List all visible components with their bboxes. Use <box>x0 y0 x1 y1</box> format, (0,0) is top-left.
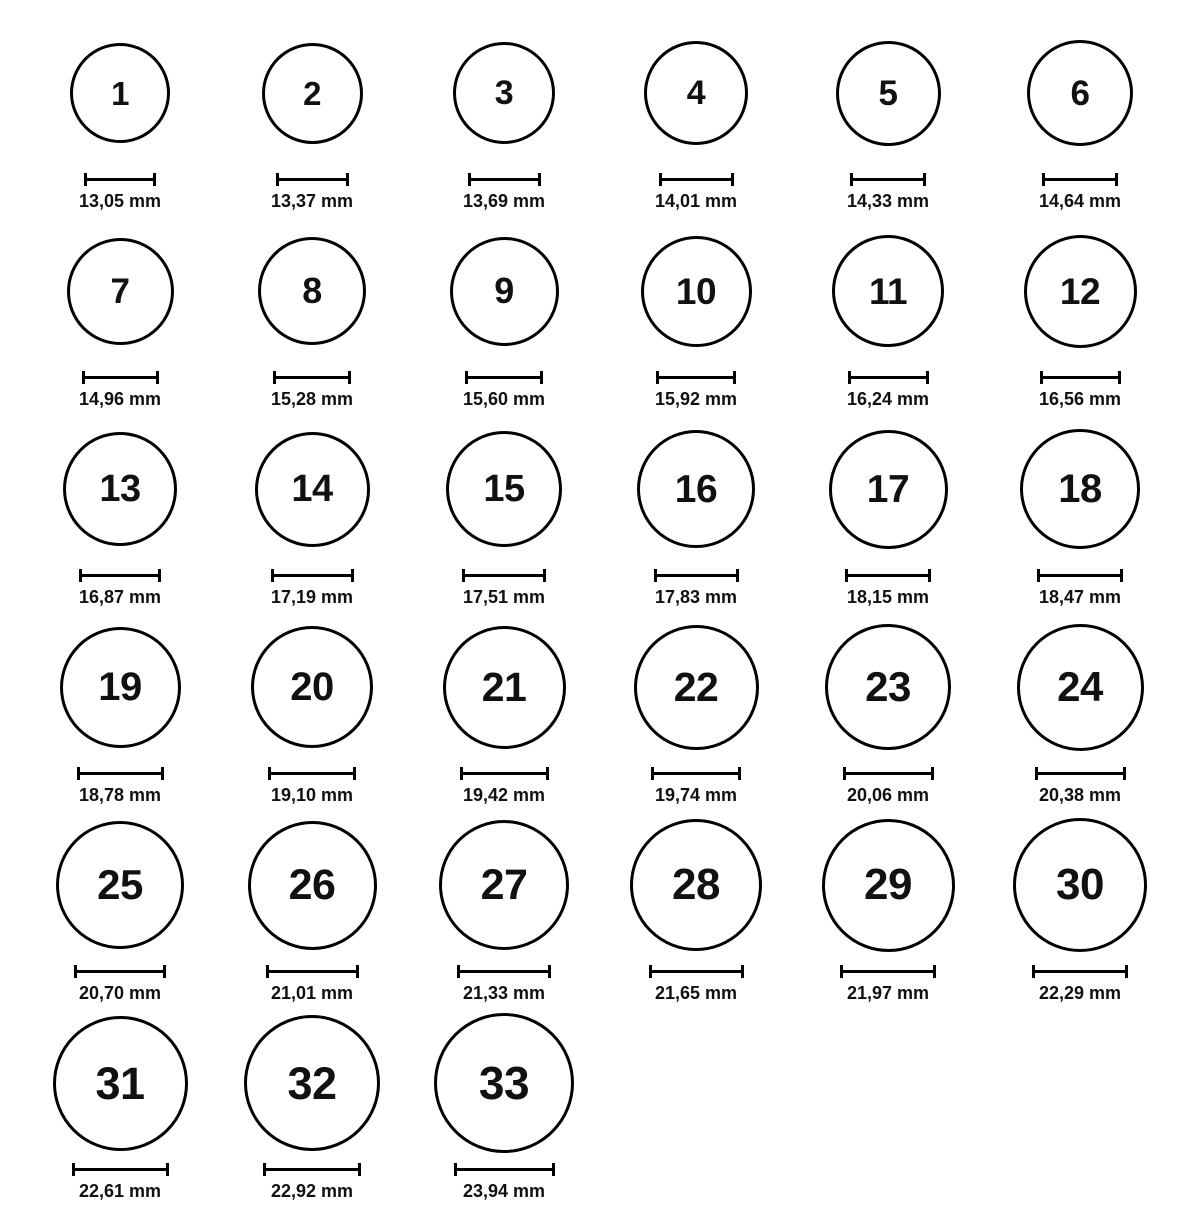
diameter-caliper-icon <box>72 1162 169 1176</box>
ring-size-cell <box>600 18 792 216</box>
diameter-label: 19,10 mm <box>270 785 354 805</box>
diameter-label: 22,29 mm <box>1038 983 1122 1003</box>
ring-circle-wrapper <box>630 810 762 960</box>
ring-circle <box>1027 40 1133 146</box>
diameter-label: 13,69 mm <box>462 191 546 211</box>
caliper-bar <box>460 772 549 775</box>
caliper-bar <box>848 376 929 379</box>
diameter-label: 19,74 mm <box>654 785 738 805</box>
ring-size-cell <box>216 612 408 810</box>
ring-size-cell <box>216 18 408 216</box>
ring-size-number: 25 <box>97 861 143 908</box>
diameter-label: 14,01 mm <box>654 191 738 211</box>
ring-circle-wrapper <box>244 1008 380 1158</box>
ring-circle-wrapper <box>1013 810 1147 960</box>
diameter-caliper-icon <box>263 1162 361 1176</box>
ring-size-cell <box>408 1008 600 1206</box>
diameter-caliper-icon <box>848 370 929 384</box>
ring-size-number: 2 <box>303 74 321 112</box>
ring-size-number: 6 <box>1070 73 1090 113</box>
ring-circle-wrapper <box>822 810 955 960</box>
ring-size-number: 3 <box>494 74 514 112</box>
ring-size-cell <box>600 216 792 414</box>
ring-size-cell <box>600 810 792 1008</box>
caliper-bar <box>651 772 741 775</box>
ring-size-grid <box>24 18 1176 1206</box>
diameter-caliper-icon <box>266 964 359 978</box>
caliper-bar <box>457 970 551 973</box>
ring-circle <box>248 821 377 950</box>
diameter-caliper-icon <box>460 766 549 780</box>
ring-size-number: 12 <box>1059 270 1101 312</box>
diameter-caliper-icon <box>1032 964 1128 978</box>
caliper-bar <box>843 772 934 775</box>
ring-size-cell <box>408 18 600 216</box>
caliper-bar <box>1035 772 1126 775</box>
diameter-caliper-icon <box>843 766 934 780</box>
ring-size-number: 31 <box>95 1057 145 1109</box>
ring-circle <box>1013 818 1147 952</box>
caliper-bar <box>465 376 543 379</box>
ring-size-number: 28 <box>672 860 720 909</box>
caliper-bar <box>273 376 351 379</box>
ring-size-cell <box>24 810 216 1008</box>
ring-circle <box>1020 429 1140 549</box>
ring-circle-wrapper <box>832 216 944 366</box>
ring-circle <box>450 237 559 346</box>
ring-size-number: 23 <box>865 663 911 710</box>
ring-size-cell <box>984 414 1176 612</box>
diameter-caliper-icon <box>462 568 546 582</box>
caliper-bar <box>1032 970 1128 973</box>
ring-size-number: 9 <box>494 270 514 311</box>
ring-size-number: 19 <box>98 665 142 709</box>
ring-circle-wrapper <box>450 216 559 366</box>
diameter-label: 16,24 mm <box>846 389 930 409</box>
ring-circle <box>832 235 944 347</box>
ring-size-cell <box>600 612 792 810</box>
ring-size-number: 17 <box>866 467 910 511</box>
diameter-caliper-icon <box>1037 568 1123 582</box>
ring-size-number: 4 <box>686 74 706 112</box>
ring-circle <box>1024 235 1137 348</box>
diameter-label: 21,01 mm <box>270 983 354 1003</box>
ring-size-cell <box>408 216 600 414</box>
ring-size-cell <box>792 414 984 612</box>
ring-size-cell <box>216 414 408 612</box>
ring-circle <box>244 1015 380 1151</box>
caliper-bar <box>659 178 734 181</box>
caliper-bar <box>266 970 359 973</box>
diameter-label: 13,37 mm <box>270 191 354 211</box>
diameter-caliper-icon <box>84 172 156 186</box>
ring-circle-wrapper <box>453 18 555 168</box>
caliper-bar <box>1042 178 1118 181</box>
diameter-label: 14,33 mm <box>846 191 930 211</box>
caliper-bar <box>82 376 159 379</box>
diameter-label: 13,05 mm <box>78 191 162 211</box>
diameter-caliper-icon <box>79 568 161 582</box>
diameter-caliper-icon <box>465 370 543 384</box>
ring-size-cell <box>408 810 600 1008</box>
diameter-label: 17,51 mm <box>462 587 546 607</box>
ring-circle-wrapper <box>56 810 184 960</box>
ring-size-number: 10 <box>675 270 717 312</box>
diameter-label: 21,97 mm <box>846 983 930 1003</box>
diameter-caliper-icon <box>454 1162 555 1176</box>
ring-size-number: 24 <box>1057 663 1103 710</box>
ring-size-number: 26 <box>288 860 336 909</box>
diameter-label: 14,96 mm <box>78 389 162 409</box>
ring-size-cell <box>984 18 1176 216</box>
diameter-label: 22,61 mm <box>78 1181 162 1201</box>
diameter-caliper-icon <box>649 964 744 978</box>
diameter-caliper-icon <box>840 964 936 978</box>
ring-circle-wrapper <box>251 612 373 762</box>
ring-size-number: 1 <box>111 74 129 112</box>
diameter-label: 21,33 mm <box>462 983 546 1003</box>
ring-size-cell <box>24 612 216 810</box>
caliper-bar <box>468 178 541 181</box>
diameter-caliper-icon <box>656 370 736 384</box>
diameter-caliper-icon <box>1042 172 1118 186</box>
diameter-caliper-icon <box>468 172 541 186</box>
ring-size-number: 16 <box>674 467 718 511</box>
diameter-caliper-icon <box>74 964 166 978</box>
ring-circle <box>644 41 748 145</box>
ring-size-cell <box>792 810 984 1008</box>
ring-circle-wrapper <box>1020 414 1140 564</box>
ring-circle-wrapper <box>1024 216 1137 366</box>
ring-circle <box>829 430 948 549</box>
ring-size-cell <box>24 216 216 414</box>
ring-circle-wrapper <box>641 216 752 366</box>
ring-size-number: 32 <box>287 1057 337 1109</box>
diameter-caliper-icon <box>845 568 931 582</box>
diameter-caliper-icon <box>77 766 164 780</box>
ring-circle-wrapper <box>836 18 941 168</box>
ring-circle-wrapper <box>443 612 566 762</box>
ring-circle <box>825 624 951 750</box>
ring-circle-wrapper <box>1017 612 1144 762</box>
ring-circle-wrapper <box>262 18 363 168</box>
ring-circle-wrapper <box>60 612 181 762</box>
diameter-caliper-icon <box>659 172 734 186</box>
ring-circle <box>630 819 762 951</box>
diameter-label: 16,56 mm <box>1038 389 1122 409</box>
ring-size-number: 21 <box>481 663 527 710</box>
ring-size-number: 8 <box>302 270 322 311</box>
diameter-label: 20,38 mm <box>1038 785 1122 805</box>
caliper-bar <box>74 970 166 973</box>
ring-size-number: 18 <box>1058 467 1102 511</box>
diameter-label: 18,15 mm <box>846 587 930 607</box>
diameter-caliper-icon <box>268 766 356 780</box>
diameter-label: 17,19 mm <box>270 587 354 607</box>
diameter-label: 18,47 mm <box>1038 587 1122 607</box>
ring-circle-wrapper <box>67 216 174 366</box>
diameter-caliper-icon <box>457 964 551 978</box>
ring-size-cell <box>408 414 600 612</box>
ring-circle <box>60 627 181 748</box>
ring-circle <box>70 43 170 143</box>
ring-size-number: 7 <box>110 271 130 311</box>
ring-circle <box>434 1013 574 1153</box>
caliper-bar <box>462 574 546 577</box>
ring-size-number: 11 <box>868 270 908 312</box>
caliper-bar <box>276 178 349 181</box>
diameter-caliper-icon <box>654 568 739 582</box>
diameter-caliper-icon <box>1035 766 1126 780</box>
ring-circle-wrapper <box>1027 18 1133 168</box>
ring-circle <box>1017 624 1144 751</box>
caliper-bar <box>1037 574 1123 577</box>
caliper-bar <box>72 1168 169 1171</box>
diameter-label: 21,65 mm <box>654 983 738 1003</box>
ring-circle-wrapper <box>439 810 569 960</box>
ring-size-cell <box>216 810 408 1008</box>
ring-circle <box>56 821 184 949</box>
caliper-bar <box>840 970 936 973</box>
ring-circle <box>67 238 174 345</box>
ring-circle <box>258 237 366 345</box>
ring-circle <box>822 819 955 952</box>
ring-size-cell <box>600 414 792 612</box>
diameter-caliper-icon <box>276 172 349 186</box>
caliper-bar <box>263 1168 361 1171</box>
ring-circle-wrapper <box>825 612 951 762</box>
diameter-caliper-icon <box>1040 370 1121 384</box>
ring-circle-wrapper <box>829 414 948 564</box>
ring-circle-wrapper <box>446 414 562 564</box>
caliper-bar <box>79 574 161 577</box>
ring-size-cell <box>792 18 984 216</box>
ring-size-cell <box>24 414 216 612</box>
caliper-bar <box>845 574 931 577</box>
ring-size-number: 29 <box>864 860 912 909</box>
caliper-bar <box>649 970 744 973</box>
ring-circle <box>53 1016 188 1151</box>
ring-circle-wrapper <box>70 18 170 168</box>
diameter-label: 22,92 mm <box>270 1181 354 1201</box>
ring-size-number: 15 <box>483 468 525 510</box>
diameter-caliper-icon <box>271 568 354 582</box>
caliper-bar <box>271 574 354 577</box>
ring-circle-wrapper <box>637 414 755 564</box>
ring-circle <box>634 625 759 750</box>
diameter-label: 14,64 mm <box>1038 191 1122 211</box>
diameter-caliper-icon <box>651 766 741 780</box>
ring-size-cell <box>792 612 984 810</box>
ring-size-cell <box>984 612 1176 810</box>
ring-circle <box>453 42 555 144</box>
ring-circle-wrapper <box>434 1008 574 1158</box>
caliper-bar <box>268 772 356 775</box>
diameter-label: 20,06 mm <box>846 785 930 805</box>
caliper-bar <box>77 772 164 775</box>
ring-size-cell <box>216 216 408 414</box>
ring-size-number: 14 <box>291 468 333 510</box>
ring-size-cell <box>216 1008 408 1206</box>
ring-circle <box>836 41 941 146</box>
caliper-bar <box>654 574 739 577</box>
diameter-label: 17,83 mm <box>654 587 738 607</box>
diameter-label: 15,92 mm <box>654 389 738 409</box>
ring-circle <box>255 432 370 547</box>
ring-circle <box>641 236 752 347</box>
ring-circle <box>637 430 755 548</box>
ring-size-number: 30 <box>1056 860 1104 909</box>
ring-size-cell <box>792 216 984 414</box>
ring-size-cell <box>24 1008 216 1206</box>
diameter-label: 20,70 mm <box>78 983 162 1003</box>
ring-circle <box>251 626 373 748</box>
diameter-label: 18,78 mm <box>78 785 162 805</box>
diameter-label: 23,94 mm <box>462 1181 546 1201</box>
caliper-bar <box>1040 376 1121 379</box>
diameter-label: 19,42 mm <box>462 785 546 805</box>
ring-circle-wrapper <box>53 1008 188 1158</box>
ring-circle <box>63 432 177 546</box>
ring-size-cell <box>984 216 1176 414</box>
caliper-bar <box>454 1168 555 1171</box>
diameter-label: 15,60 mm <box>462 389 546 409</box>
diameter-label: 16,87 mm <box>78 587 162 607</box>
ring-size-number: 22 <box>673 663 719 710</box>
ring-circle-wrapper <box>644 18 748 168</box>
ring-size-number: 27 <box>480 860 528 909</box>
caliper-bar <box>850 178 926 181</box>
ring-size-number: 13 <box>99 468 141 510</box>
ring-circle <box>443 626 566 749</box>
ring-circle-wrapper <box>63 414 177 564</box>
ring-size-number: 5 <box>878 73 898 113</box>
ring-circle-wrapper <box>634 612 759 762</box>
ring-size-cell <box>984 810 1176 1008</box>
ring-size-number: 33 <box>478 1057 530 1109</box>
ring-circle <box>446 431 562 547</box>
caliper-bar <box>84 178 156 181</box>
diameter-caliper-icon <box>273 370 351 384</box>
ring-circle-wrapper <box>258 216 366 366</box>
caliper-bar <box>656 376 736 379</box>
diameter-label: 15,28 mm <box>270 389 354 409</box>
diameter-caliper-icon <box>82 370 159 384</box>
ring-circle-wrapper <box>248 810 377 960</box>
ring-circle-wrapper <box>255 414 370 564</box>
ring-circle <box>262 43 363 144</box>
ring-size-cell <box>24 18 216 216</box>
ring-circle <box>439 820 569 950</box>
diameter-caliper-icon <box>850 172 926 186</box>
ring-size-number: 20 <box>290 665 334 709</box>
ring-size-cell <box>408 612 600 810</box>
